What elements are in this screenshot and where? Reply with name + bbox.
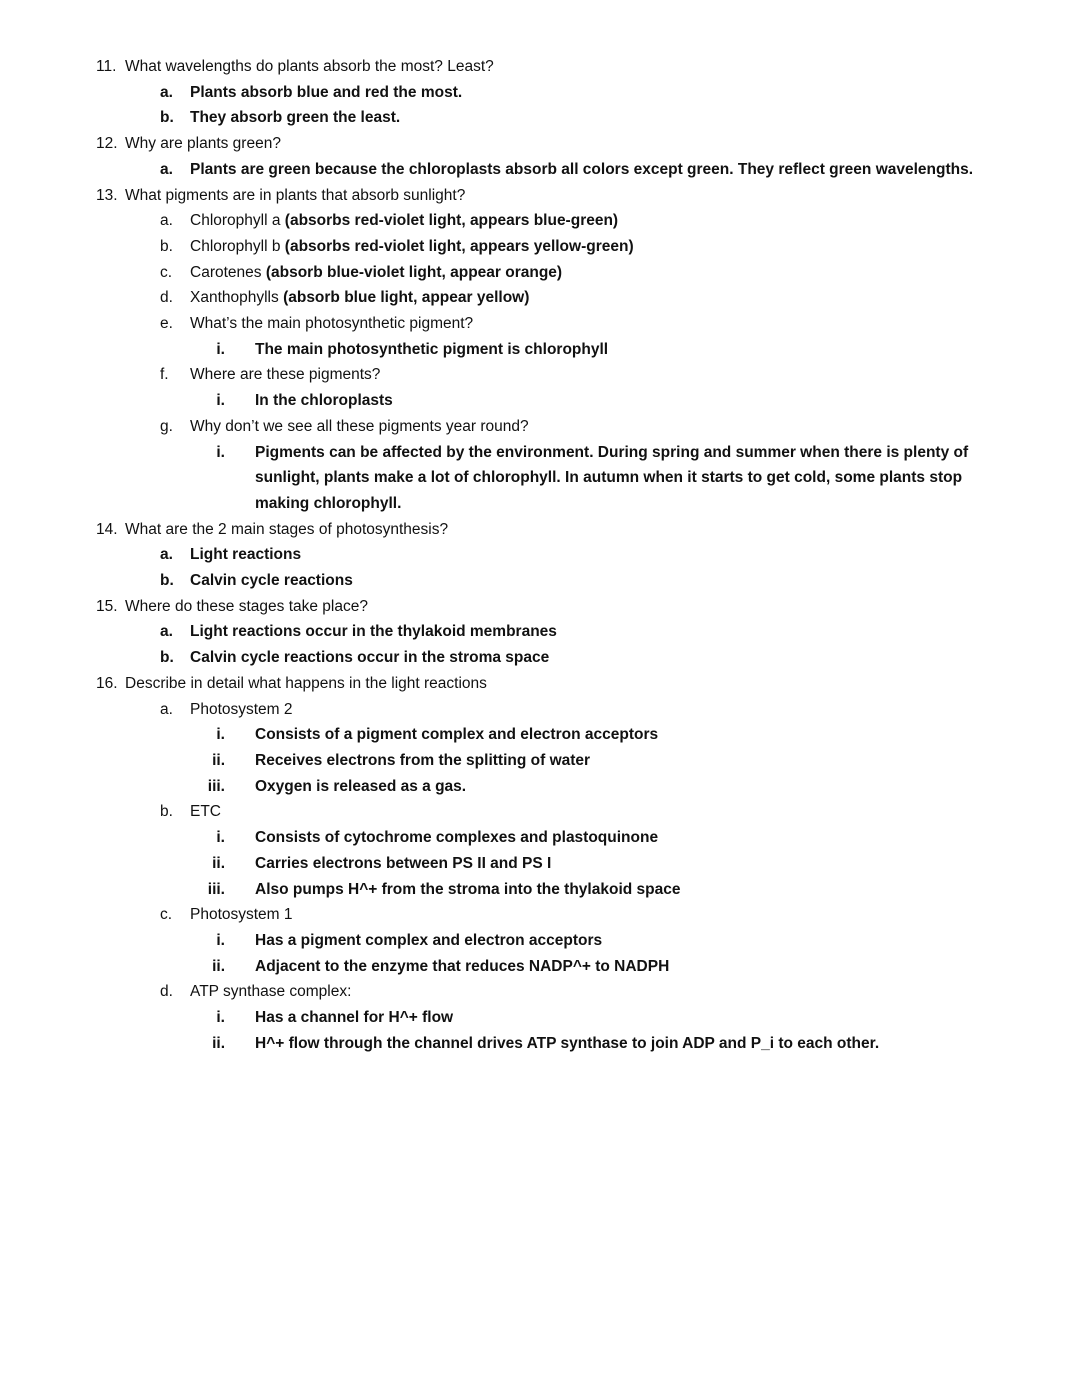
list-marker: b. (160, 109, 174, 127)
list-item (96, 645, 985, 671)
list-item (96, 697, 985, 723)
list-item (96, 979, 985, 1005)
list-text: Consists of cytochrome complexes and plastoquinone (255, 829, 659, 847)
list-marker: 11. (96, 58, 117, 75)
list-text: Chlorophyll b (absorbs red-violet light, appears yellow-green) (190, 237, 634, 255)
list-marker: a. (160, 160, 173, 178)
list-item (96, 80, 985, 106)
list-item (96, 928, 985, 954)
list-marker: d. (160, 289, 173, 307)
list-item (96, 594, 985, 620)
list-item (96, 311, 985, 337)
list-item (96, 619, 985, 645)
list-text: Where do these stages take place? (125, 597, 368, 615)
list-text: H^+ flow through the channel drives ATP synthase to join ADP and P_i to each other. (255, 1034, 880, 1052)
list-marker: c. (160, 263, 173, 281)
list-marker: a. (160, 83, 173, 101)
list-text: Oxygen is released as a gas. (255, 777, 467, 795)
list-text: Has a channel for H^+ flow (255, 1009, 454, 1027)
list-text: Xanthophylls (absorb blue light, appear yellow) (190, 289, 530, 307)
list-item (96, 517, 985, 543)
list-item (96, 851, 985, 877)
list-text: Carotenes (absorb blue-violet light, appear orange) (190, 263, 563, 281)
list-marker: ii. (212, 854, 225, 872)
list-marker: iii. (207, 777, 225, 795)
list-marker: i. (216, 931, 225, 949)
list-marker: a. (160, 546, 173, 564)
list-item (96, 260, 985, 286)
list-marker: 16. (96, 674, 118, 692)
list-item (96, 388, 985, 414)
list-item (96, 234, 985, 260)
list-text: ATP synthase complex: (190, 983, 352, 1001)
list-text: Why don’t we see all these pigments year round? (190, 417, 529, 435)
list-marker: i. (216, 340, 225, 358)
list-item (96, 1031, 985, 1057)
list-text: Has a pigment complex and electron acceptors (255, 931, 603, 949)
list-text: Adjacent to the enzyme that reduces NADP^+ to NADPH (255, 957, 670, 975)
list-marker: 15. (96, 597, 118, 615)
list-text: Consists of a pigment complex and electron acceptors (255, 726, 659, 744)
list-marker: ii. (212, 957, 225, 975)
list-item (96, 362, 985, 388)
list-item (96, 208, 985, 234)
list-marker: b. (160, 572, 174, 590)
list-item (96, 902, 985, 928)
list-marker: a. (160, 700, 173, 718)
list-item (96, 748, 985, 774)
list-item (96, 157, 985, 183)
list-marker: d. (160, 983, 173, 1001)
list-marker: b. (160, 237, 173, 255)
list-text: Light reactions occur in the thylakoid membranes (190, 623, 557, 641)
list-item (96, 542, 985, 568)
list-marker: e. (160, 315, 173, 333)
list-item (96, 774, 985, 800)
list-item (96, 414, 985, 440)
list-item (96, 131, 985, 157)
list-text: What’s the main photosynthetic pigment? (190, 315, 474, 333)
list-item (96, 105, 985, 131)
list-marker: f. (160, 366, 169, 384)
list-text: Why are plants green? (125, 135, 281, 153)
list-item (96, 799, 985, 825)
list-text: The main photosynthetic pigment is chlorophyll (255, 340, 609, 358)
list-marker: i. (216, 726, 225, 744)
list-marker: a. (160, 623, 173, 641)
list-text: What wavelengths do plants absorb the most? Least? (125, 58, 494, 75)
list-item (96, 568, 985, 594)
list-marker: 12. (96, 135, 118, 153)
list-marker: iii. (207, 880, 225, 898)
list-item (96, 183, 985, 209)
list-item (96, 1005, 985, 1031)
list-marker: a. (160, 212, 173, 230)
list-marker: i. (216, 392, 225, 410)
list-item (96, 954, 985, 980)
list-text: Plants absorb blue and red the most. (190, 83, 463, 101)
list-text: Receives electrons from the splitting of water (255, 751, 591, 769)
list-item (96, 54, 985, 80)
list-marker: 14. (96, 520, 118, 538)
list-marker: i. (216, 1009, 225, 1027)
list-item (96, 337, 985, 363)
list-text: Calvin cycle reactions (190, 572, 353, 590)
list-item (96, 285, 985, 311)
list-text: Also pumps H^+ from the stroma into the thylakoid space (255, 880, 681, 898)
list-item (96, 722, 985, 748)
list-marker: ii. (212, 1034, 225, 1052)
list-item (96, 825, 985, 851)
list-text: They absorb green the least. (190, 109, 401, 127)
list-marker: ii. (212, 751, 225, 769)
list-marker: b. (160, 649, 174, 667)
list-item (96, 440, 985, 517)
list-marker: g. (160, 417, 173, 435)
list-text: Photosystem 1 (190, 906, 293, 924)
list-text: Chlorophyll a (absorbs red-violet light, appears blue-green) (190, 212, 619, 230)
list-text: What pigments are in plants that absorb sunlight? (125, 186, 466, 204)
list-text: Plants are green because the chloroplasts absorb all colors except green. They reflect green wavelengths. (190, 160, 974, 178)
list-text: Pigments can be affected by the environment. During spring and summer when there is plenty of sunlight, plants make a lot of chlorophyll. In autumn when it starts to get cold, some plants stop making chlorophyll. (255, 443, 969, 512)
list-marker: b. (160, 803, 173, 821)
list-text: Light reactions (190, 546, 302, 564)
list-text: Where are these pigments? (190, 366, 381, 384)
list-marker: 13. (96, 186, 118, 204)
list-text: Calvin cycle reactions occur in the stroma space (190, 649, 550, 667)
list-item (96, 671, 985, 697)
list-text: In the chloroplasts (255, 392, 393, 410)
list-text: What are the 2 main stages of photosynthesis? (125, 520, 449, 538)
list-marker: c. (160, 906, 173, 924)
list-item (96, 877, 985, 903)
list-text: Photosystem 2 (190, 700, 293, 718)
list-text: Describe in detail what happens in the light reactions (125, 674, 487, 692)
list-text: Carries electrons between PS II and PS I (255, 854, 552, 872)
list-marker: i. (216, 829, 225, 847)
list-text: ETC (190, 803, 221, 821)
list-marker: i. (216, 443, 225, 461)
